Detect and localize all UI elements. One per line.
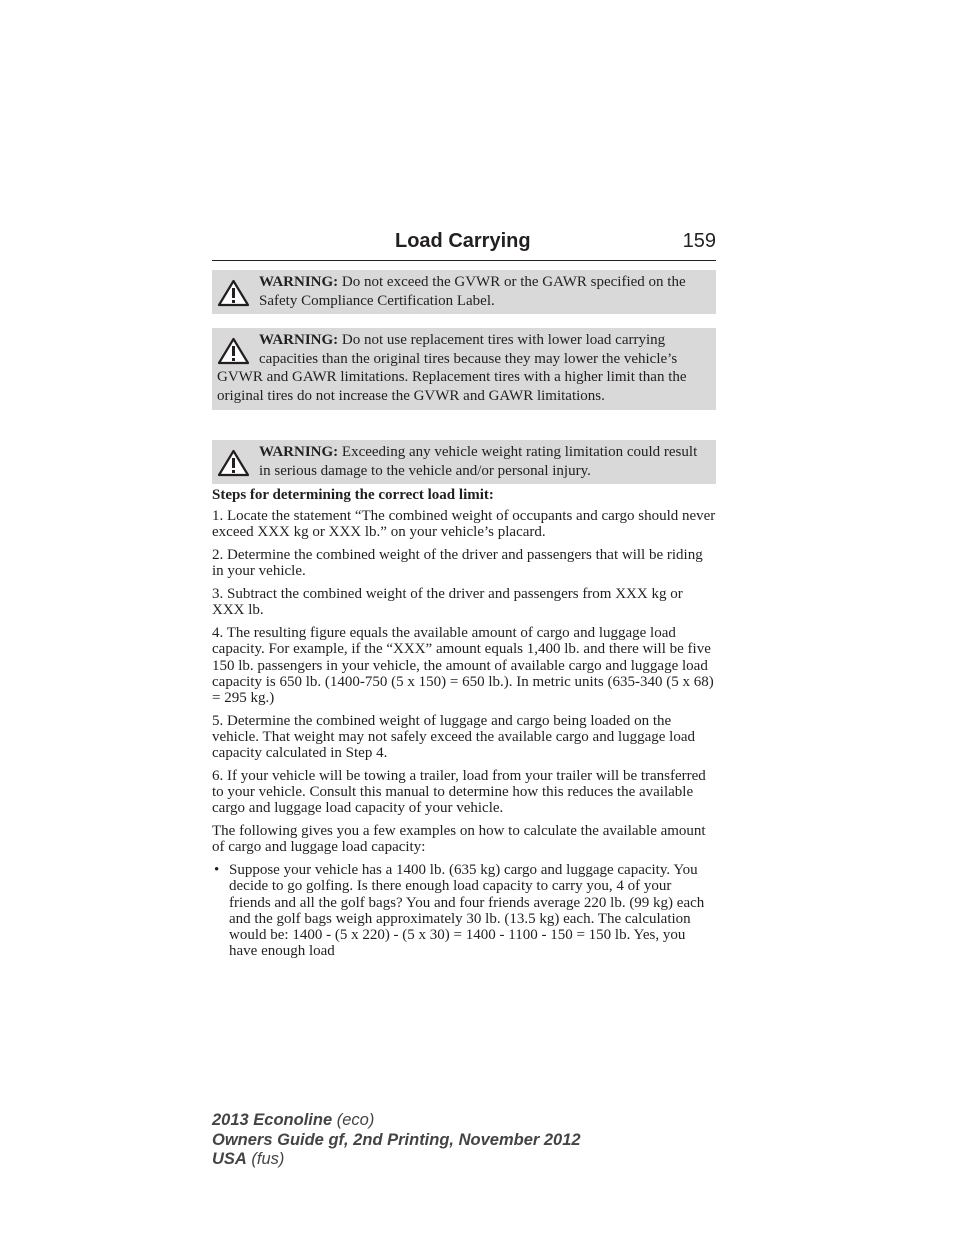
footer-line-1 (212, 1111, 581, 1131)
footer-market: USA (212, 1150, 247, 1168)
warning-text: Exceeding any vehicle weight rating limitation could result in serious damage to the vehicle and/or personal injury. (259, 444, 698, 479)
page-number: 159 (682, 230, 716, 252)
step-5: 5. Determine the combined weight of luggage and cargo being loaded on the vehicle. That weight may not safely exceed the available cargo and luggage load capacity calculated in Step 4. (212, 712, 696, 762)
body-content (212, 487, 716, 959)
warning-box-weight-rating (212, 440, 716, 484)
example-text: Suppose your vehicle has a 1400 lb. (635 kg) cargo and luggage capacity. You decide to go golfing. Is there enough load capacity to carry you, 4 of your friends and all the golf bags? You and four friends average 220 lb. (99 kg) each and the golf bags weigh approximately 30 lb. (13.5 kg) each. The calculation would be: 1400 - (5 x 220) - (5 x 30) = 1400 - 1100 - 150 = 150 lb. Yes, you have enough load (229, 862, 705, 960)
footer-market-code: (fus) (246, 1150, 285, 1168)
warning-box-gvwr (212, 270, 716, 314)
warning-triangle-icon (217, 337, 250, 365)
footer-model-code: (eco) (332, 1111, 375, 1129)
footer-line-2 (212, 1131, 581, 1151)
warning-label: WARNING: (259, 332, 339, 348)
step-4: 4. The resulting figure equals the available amount of cargo and luggage load capacity. For example, if the “XXX” amount equals 1,400 lb. and there will be five 150 lb. passengers in your vehicle, the amount of available cargo and luggage load capacity is 650 lb. (1400-750 (5 x 150) = 650 lb.). In metric units (635-340 (5 x 68) = 295 kg.) (212, 625, 714, 707)
footer-model: 2013 Econoline (212, 1111, 333, 1129)
bullet: • (214, 862, 220, 879)
step-1: 1. Locate the statement “The combined weight of occupants and cargo should never exceed XXX kg or XXX lb.” on your vehicle’s placard. (212, 508, 716, 541)
steps-heading: Steps for determining the correct load limit: (212, 487, 494, 503)
examples-intro: The following gives you a few examples on how to calculate the available amount of cargo and luggage load capacity: (212, 823, 706, 856)
footer-line-3 (212, 1150, 581, 1170)
examples-list (212, 862, 716, 959)
step-2: 2. Determine the combined weight of the driver and passengers that will be riding in your vehicle. (212, 547, 703, 580)
page-footer (212, 1111, 581, 1170)
step-6: 6. If your vehicle will be towing a trailer, load from your trailer will be transferred to your vehicle. Consult this manual to determine how this reduces the available cargo and luggage load capacity of your vehicle. (212, 768, 706, 817)
warning-triangle-icon (217, 449, 250, 477)
warning-box-tires (212, 328, 716, 410)
warning-label: WARNING: (259, 274, 339, 290)
warning-label: WARNING: (259, 444, 339, 460)
warning-text: Do not exceed the GVWR or the GAWR specified on the Safety Compliance Certification Label. (259, 274, 686, 309)
page-header (212, 228, 716, 261)
step-3: 3. Subtract the combined weight of the driver and passengers from XXX kg or XXX lb. (212, 586, 683, 619)
warning-triangle-icon (217, 279, 250, 307)
list-item (212, 862, 716, 959)
page-title: Load Carrying (395, 230, 531, 252)
footer-printing: Owners Guide gf, 2nd Printing, November 2012 (212, 1130, 581, 1149)
warning-text: Do not use replacement tires with lower load carrying capacities than the original tires because they may lower the vehicle’s GVWR and GAWR limitations. Replacement tires with a higher limit than the original tires do not increase the GVWR and GAWR limitations. (217, 332, 687, 405)
